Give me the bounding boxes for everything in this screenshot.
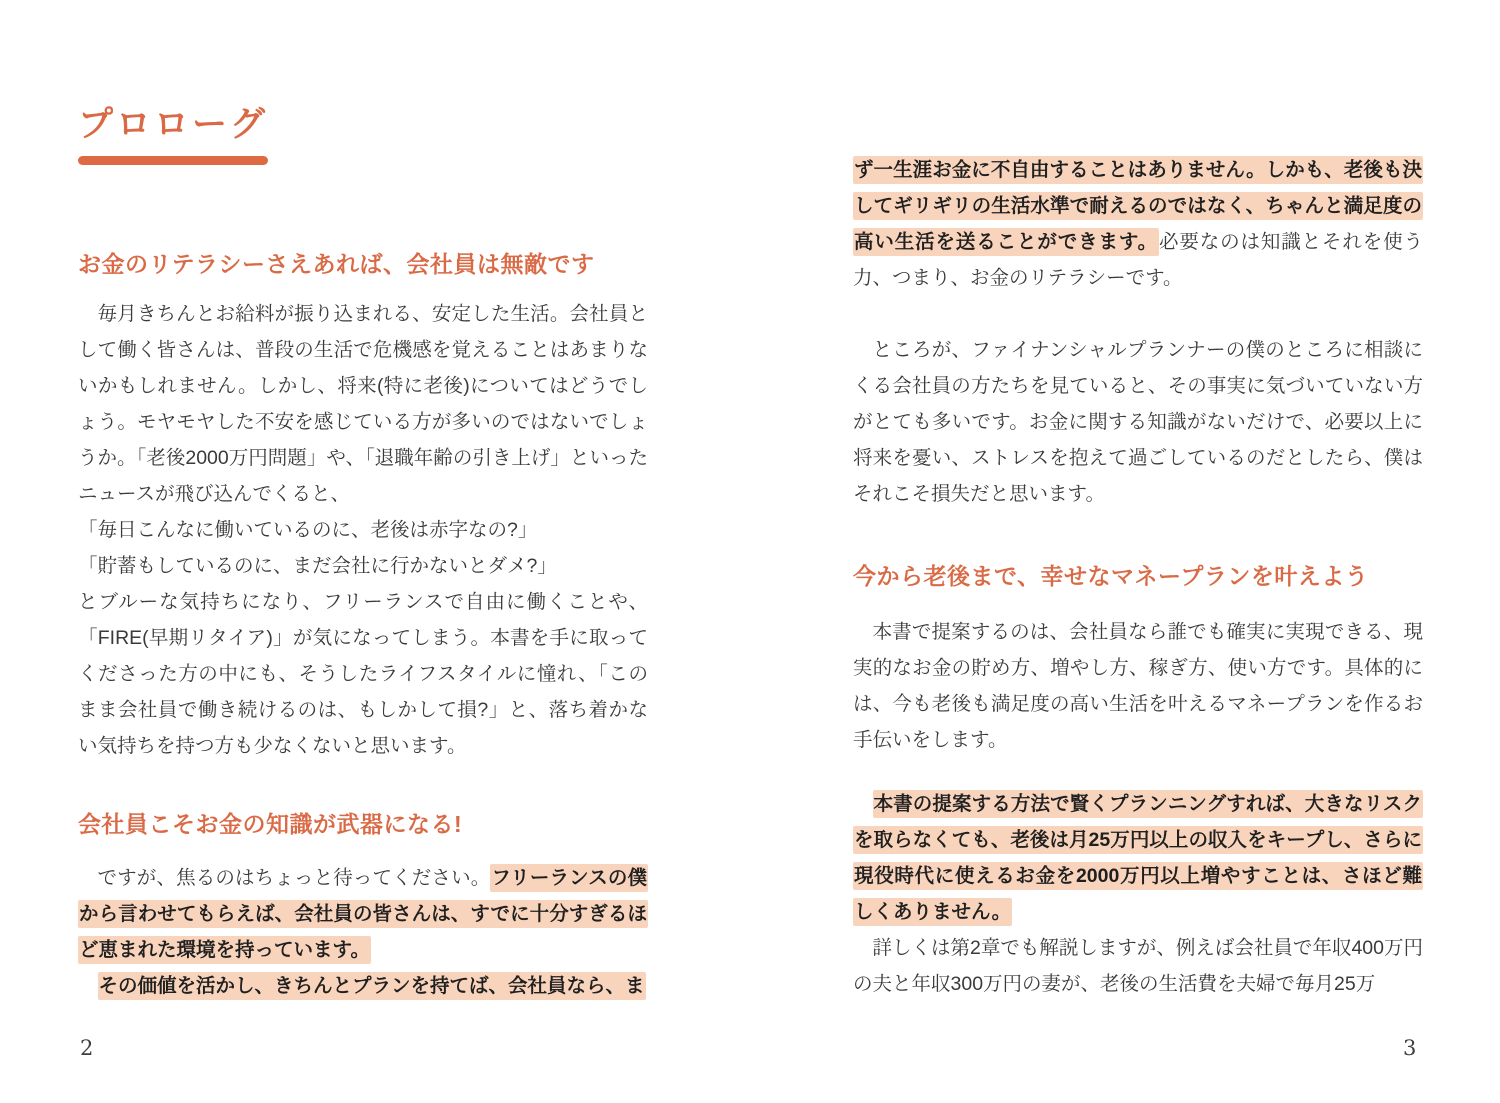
paragraph-never-lack-money [853,152,1423,296]
title-underline-bar [78,156,268,165]
left-page-column [78,0,648,1004]
right-page-column [853,0,1423,1002]
section-heading-literacy: お金のリテラシーさえあれば、会社員は無敵です [78,251,595,277]
paragraph-need-literacy-text: 必要なのは知識とそれを使う力、つまり、お金のリテラシーです。 [853,231,1423,289]
section-heading-money-plan: 今から老後まで、幸せなマネープランを叶えよう [853,563,1369,589]
section-heading-knowledge-weapon: 会社員こそお金の知識が武器になる! [78,811,463,837]
prologue-title: プロローグ [78,105,269,144]
paragraph-book-proposal: 本書で提案するのは、会社員なら誰でも確実に実現できる、現実的なお金の貯め方、増やし方、稼ぎ方、使い方です。具体的には、今も老後も満足度の高い生活を叶えるマネープランを作るお手伝いをします。 [853,621,1423,751]
page-number-left: 2 [80,1036,94,1060]
paragraph-wait-a-moment [78,860,648,968]
paragraph-wait-normal-text: ですが、焦るのはちょっと待ってください。 [97,867,491,889]
quote-line-savings: 「貯蓄もしているのに、まだ会社に行かないとダメ?」 [78,555,557,577]
highlight-smart-planning: 本書の提案する方法で賢くプランニングすれば、大きなリスクを取らなくても、老後は月25万円以上の収入をキープし、さらに現役時代に使えるお金を2000万円以上増やすことは、さほど難しくありません。 [853,790,1423,926]
paragraph-stable-life: 毎月きちんとお給料が振り込まれる、安定した生活。会社員として働く皆さんは、普段の生活で危機感を覚えることはあまりないかもしれません。しかし、将来(特に老後)についてはどうでしょう。モヤモヤした不安を感じている方が多いのではないでしょうか。「老後2000万円問題」や、「退職年齢の引き上げ」といったニュースが飛び込んでくると、 [78,303,648,505]
paragraph-smart-planning [853,786,1423,930]
highlight-with-a-plan: その価値を活かし、きちんとプランを持てば、会社員なら、ま [98,972,646,1000]
highlight-freelancer-view: フリーランスの僕から言わせてもらえば、会社員の皆さんは、すでに十分すぎるほど恵まれた環境を持っています。 [78,864,648,964]
paragraph-use-that-value [78,968,648,1004]
paragraph-chapter2-example: 詳しくは第2章でも解説しますが、例えば会社員で年収400万円の夫と年収300万円の妻が、老後の生活費を夫婦で毎月25万 [853,937,1423,995]
paragraph-financial-planner: ところが、ファイナンシャルプランナーの僕のところに相談にくる会社員の方たちを見ていると、その事実に気づいていない方がとても多いです。お金に関する知識がないだけで、必要以上に将来を憂い、ストレスを抱えて過ごしているのだとしたら、僕はそれこそ損失だと思います。 [853,339,1423,505]
page-number-right: 3 [1403,1036,1417,1060]
quote-line-working-everyday: 「毎日こんなに働いているのに、老後は赤字なの?」 [78,519,538,541]
highlight-lifetime-security: ず一生涯お金に不自由することはありません。しかも、老後も決してギリギリの生活水準で耐えるのではなく、ちゃんと満足度の高い生活を送ることができます。 [853,156,1423,256]
paragraph-blue-feeling: とブルーな気持ちになり、フリーランスで自由に働くことや、「FIRE(早期リタイア)」が気になってしまう。本書を手に取ってくださった方の中にも、そうしたライフスタイルに憧れ、「このまま会社員で働き続けるのは、もしかして損?」と、落ち着かない気持ちを持つ方も少なくないと思います。 [78,591,648,757]
